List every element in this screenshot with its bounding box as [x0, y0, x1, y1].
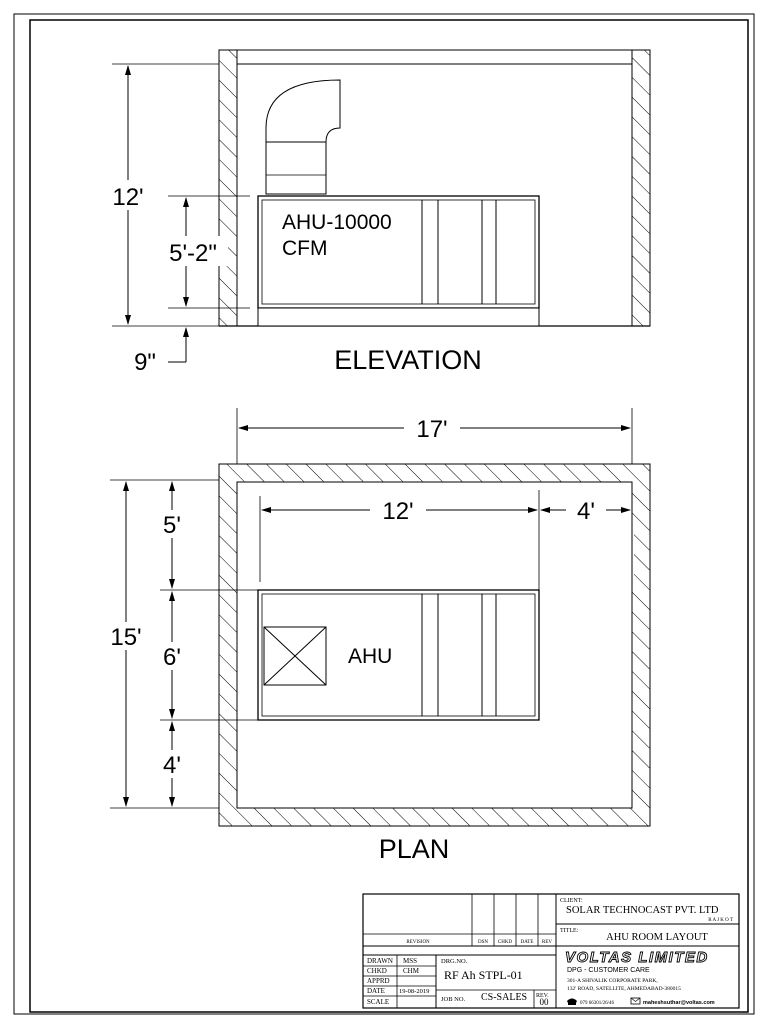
rev-value: 00 — [539, 997, 549, 1007]
drawn-label: DRAWN — [367, 957, 393, 965]
company-address-line1: 301-A SHIVALIK CORPORATE PARK, — [567, 978, 658, 984]
rev-header-date: DATE — [520, 940, 534, 945]
rev-header-rev: REV — [542, 940, 552, 945]
ahu-elevation-label-line1: AHU-10000 — [282, 211, 392, 234]
voltas-logo: VOLTAS LIMITED — [565, 949, 709, 966]
dim-plinth: 9" — [134, 349, 156, 376]
dwg-no-label: DRG.NO. — [441, 958, 468, 965]
plan-view — [104, 408, 650, 864]
job-no-value: CS-SALES — [481, 992, 528, 1003]
date-value: 19-08-2019 — [399, 988, 430, 995]
dim-total-depth: 15' — [110, 624, 142, 651]
company-address-line2: 132' ROAD, SATELLITE, AHMEDABAD-380015 — [567, 986, 681, 992]
dim-ahu-length: 12' — [382, 498, 414, 525]
title-block — [363, 894, 739, 1008]
company-email: maheshsuthar@voltas.com — [643, 1000, 715, 1006]
elevation-right-wall — [632, 50, 650, 326]
chkd-label: CHKD — [367, 967, 387, 975]
apprd-label: APPRD — [367, 977, 390, 985]
title-label: TITLE: — [560, 928, 579, 934]
dim-ahu-height: 5'-2" — [169, 240, 217, 267]
client-city: R A J K O T — [708, 918, 733, 923]
dim-total-height: 12' — [112, 184, 144, 211]
duct-bend — [266, 80, 340, 142]
rev-header-chkd: CHKD — [497, 940, 513, 945]
dim-side-clearance: 4' — [577, 498, 595, 525]
scale-label: SCALE — [367, 998, 390, 1006]
drawing-title: AHU ROOM LAYOUT — [606, 932, 708, 943]
company-phone: 079 66301/26/46 — [580, 1001, 615, 1006]
job-no-label: JOB NO. — [441, 996, 466, 1003]
client-name: SOLAR TECHNOCAST PVT. LTD — [566, 905, 719, 916]
plan-title: PLAN — [378, 834, 450, 864]
ahu-plinth — [258, 308, 539, 326]
duct-collar — [266, 142, 326, 194]
dim-front-clearance: 5' — [163, 512, 181, 539]
dim-rear-clearance: 4' — [163, 752, 181, 779]
dim-ahu-width: 6' — [163, 644, 181, 671]
chkd-value: CHM — [403, 967, 419, 975]
rev-label: REV. — [536, 993, 549, 999]
dwg-no-value: RF Ah STPL-01 — [444, 968, 523, 982]
elevation-left-wall — [219, 50, 237, 326]
ahu-elevation-label-line2: CFM — [282, 237, 328, 260]
elevation-title: ELEVATION — [334, 345, 482, 375]
elevation-view — [106, 50, 650, 376]
dim-total-width: 17' — [416, 416, 448, 443]
date-label: DATE — [367, 987, 385, 995]
ahu-plan-label: AHU — [348, 645, 393, 668]
drawn-value: MSS — [403, 957, 418, 965]
client-label: CLIENT: — [560, 898, 583, 904]
rev-header-dsn: DSN — [477, 940, 489, 945]
rev-header-revision: REVISION — [406, 940, 430, 945]
company-dept: DPG - CUSTOMER CARE — [567, 967, 650, 974]
